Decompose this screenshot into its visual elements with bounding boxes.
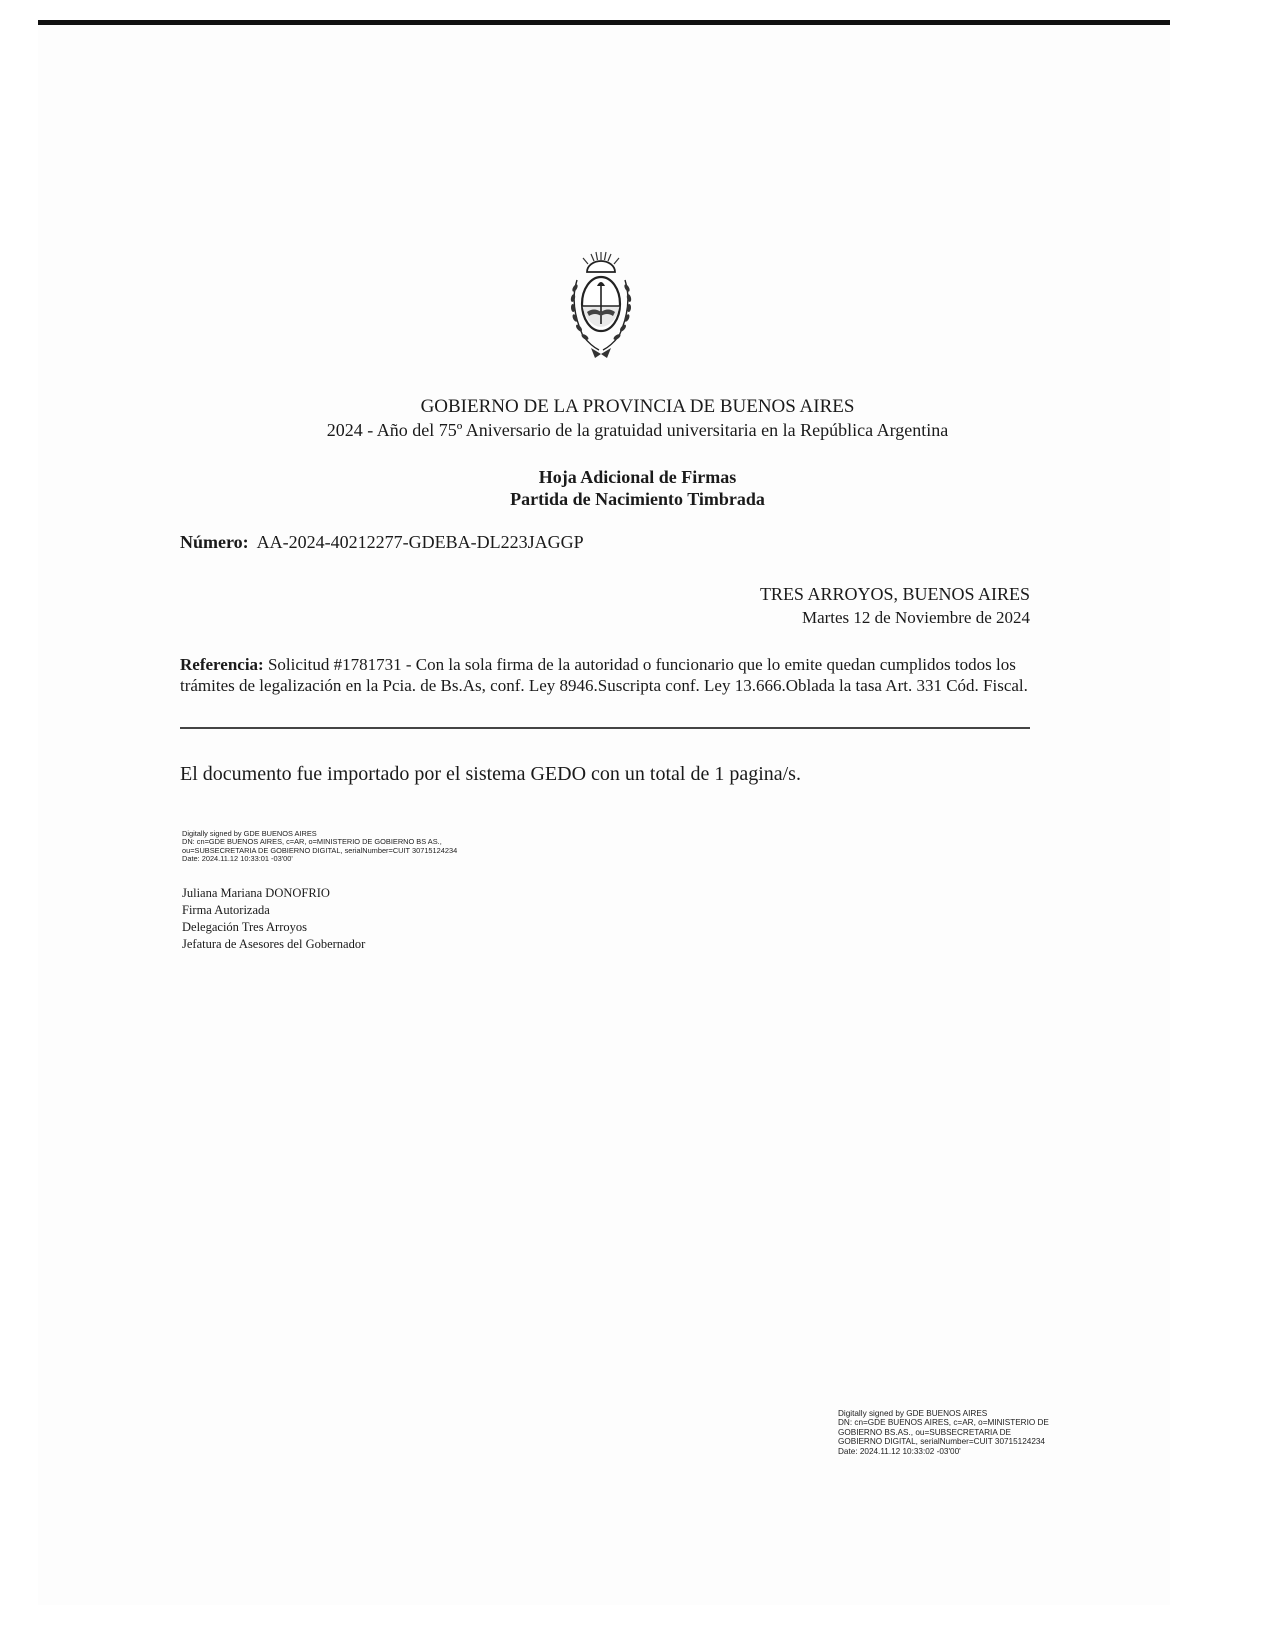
signature-line: Date: 2024.11.12 10:33:01 -03'00' bbox=[182, 853, 293, 863]
signer-department: Jefatura de Asesores del Gobernador bbox=[182, 937, 366, 951]
signer-block bbox=[182, 885, 365, 953]
document-number-label: Número: bbox=[180, 532, 249, 552]
signer-name: Juliana Mariana DONOFRIO bbox=[182, 886, 330, 900]
government-name: GOBIERNO DE LA PROVINCIA DE BUENOS AIRES bbox=[420, 396, 855, 417]
signature-line: GOBIERNO BS.AS., ou=SUBSECRETARIA DE bbox=[838, 1427, 1011, 1437]
signer-office: Delegación Tres Arroyos bbox=[182, 920, 307, 934]
signature-line: DN: cn=GDE BUENOS AIRES, c=AR, o=MINISTERIO DE GOBIERNO BS AS., bbox=[182, 837, 442, 847]
signer-role: Firma Autorizada bbox=[182, 903, 270, 917]
document-number bbox=[180, 531, 584, 553]
reference-text: Solicitud #1781731 - Con la sola firma de la autoridad o funcionario que lo emite quedan cumplidos todos los trámites de legalización en la Pcia. de Bs.As, conf. Ley 8946.Suscripta conf. Ley 13.666.Oblada la tasa Art. 331 Cód. Fiscal. bbox=[180, 655, 1028, 695]
digital-signature-stamp-footer bbox=[838, 1409, 1098, 1456]
signature-line: DN: cn=GDE BUENOS AIRES, c=AR, o=MINISTERIO DE bbox=[838, 1418, 1049, 1428]
government-motto: 2024 - Año del 75º Aniversario de la gratuidad universitaria en la República Argentina bbox=[326, 420, 949, 440]
document-reference bbox=[180, 654, 1030, 696]
reference-divider bbox=[180, 727, 1030, 729]
signature-line: Date: 2024.11.12 10:33:02 -03'00' bbox=[838, 1446, 961, 1456]
signature-line: GOBIERNO DIGITAL, serialNumber=CUIT 30715124234 bbox=[838, 1437, 1045, 1447]
signature-line: Digitally signed by GDE BUENOS AIRES bbox=[182, 829, 317, 838]
document-subtitle: Partida de Nacimiento Timbrada bbox=[510, 489, 765, 509]
document-number-value: AA-2024-40212277-GDEBA-DL223JAGGP bbox=[256, 532, 584, 552]
document-title: Hoja Adicional de Firmas bbox=[538, 467, 737, 487]
signature-line: ou=SUBSECRETARIA DE GOBIERNO DIGITAL, serialNumber=CUIT 30715124234 bbox=[182, 845, 458, 855]
document-date: Martes 12 de Noviembre de 2024 bbox=[801, 608, 1030, 627]
coat-of-arms-icon bbox=[563, 250, 639, 362]
gedo-import-note: El documento fue importado por el sistema GEDO con un total de 1 pagina/s. bbox=[180, 763, 801, 785]
reference-label: Referencia: bbox=[180, 655, 264, 674]
signature-line: Digitally signed by GDE BUENOS AIRES bbox=[838, 1409, 988, 1418]
document-place: TRES ARROYOS, BUENOS AIRES bbox=[759, 584, 1030, 604]
digital-signature-stamp bbox=[182, 830, 562, 863]
